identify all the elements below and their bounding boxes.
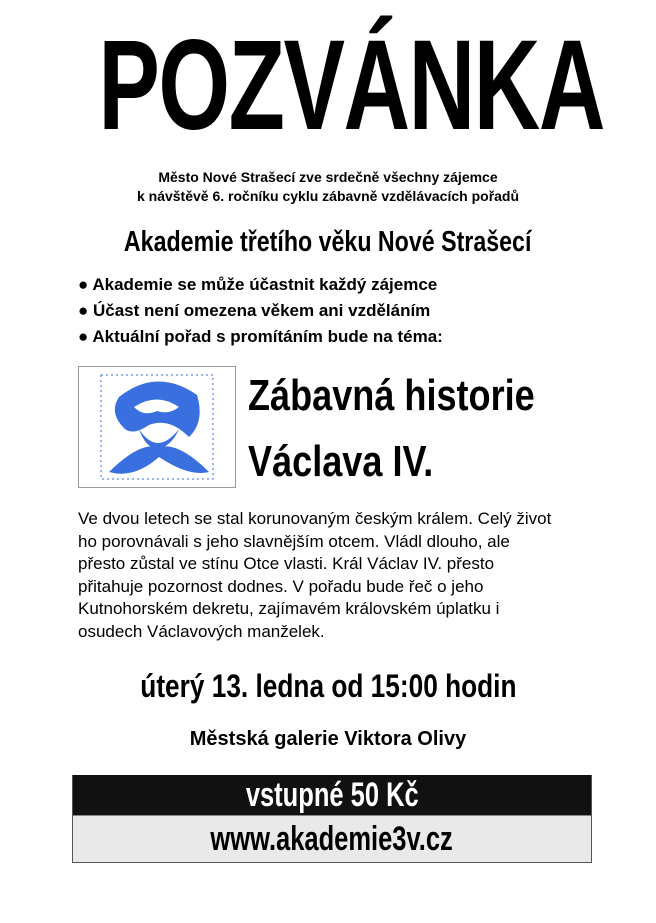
poster-title <box>0 14 656 157</box>
intro-line: Město Nové Strašecí zve srdečně všechny zájemce <box>158 169 498 185</box>
bullet-item: ● Aktuální pořad s promítáním bude na téma: <box>78 324 443 350</box>
topic-title <box>248 368 598 500</box>
admission-fee <box>73 775 591 815</box>
event-date <box>0 668 656 705</box>
venue: Městská galerie Viktora Olivy <box>189 728 467 750</box>
description: Ve dvou letech se stal korunovaným českým králem. Celý život ho porovnávali s jeho slavnějším otcem. Vládl dlouho, ale přesto zůstal ve stínu Otce vlasti. Král Václav IV. přesto přitahuje pozornost dodnes. V pořadu bude řeč o jeho Kutnohorském dekretu, zajímavém královském úplatku i osudech Václavových manželek. <box>78 509 552 641</box>
intro-text <box>0 168 656 206</box>
website-link[interactable] <box>73 815 591 862</box>
fee-text: vstupné 50 Kč <box>245 776 419 814</box>
date-text: úterý 13. ledna od 15:00 hodin <box>139 668 517 704</box>
info-box <box>72 775 592 863</box>
topic-line: Václava IV. <box>248 437 434 486</box>
topic-line: Zábavná historie <box>248 371 535 420</box>
website-text[interactable]: www.akademie3v.cz <box>210 820 454 858</box>
bullet-item: ● Účast není omezena věkem ani vzděláním <box>78 298 443 324</box>
intro-line: k návštěvě 6. ročníku cyklu zábavně vzdělávacích pořadů <box>136 188 520 204</box>
title-text: POZVÁNKA <box>98 14 604 157</box>
series-heading <box>0 226 656 259</box>
king-portrait-image <box>78 366 236 488</box>
heading-text: Akademie třetího věku Nové Strašecí <box>124 226 532 258</box>
bullet-item: ● Akademie se může účastnit každý zájemce <box>78 272 443 298</box>
bullet-list <box>78 272 443 350</box>
